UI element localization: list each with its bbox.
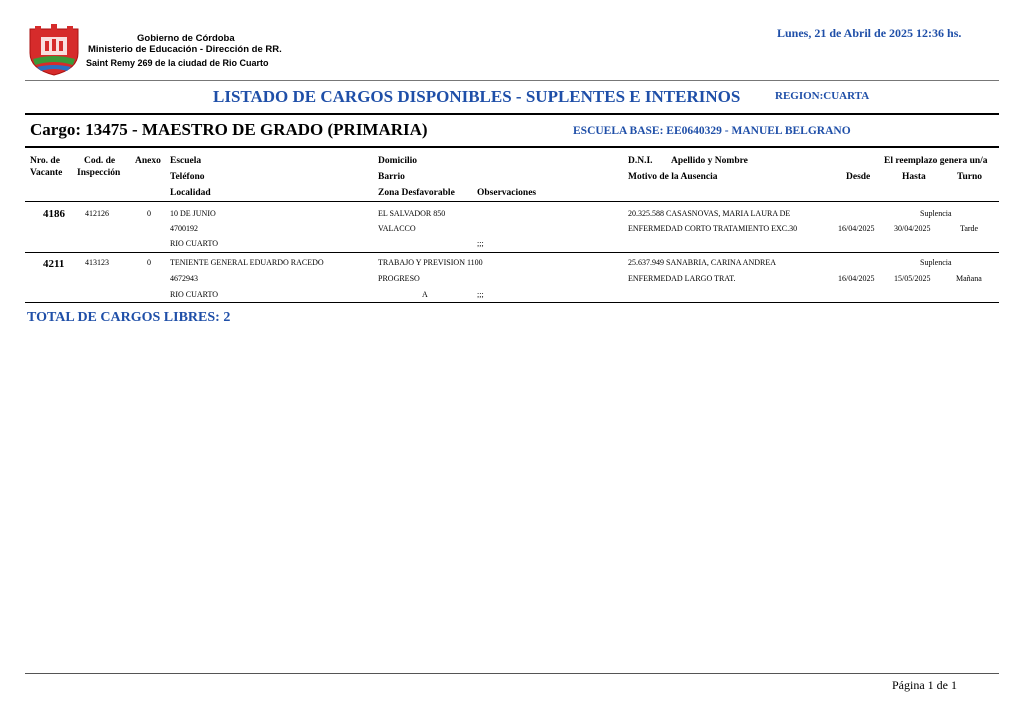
row-nro: 4211 <box>43 258 65 270</box>
escuela-base: ESCUELA BASE: EE0640329 - MANUEL BELGRANO <box>573 125 851 137</box>
row-dni-nombre: 20.325.588 CASASNOVAS, MARIA LAURA DE <box>628 209 791 218</box>
footer-divider <box>25 673 999 674</box>
col-nro-line1: Nro. de <box>30 156 60 166</box>
col-localidad: Localidad <box>170 188 211 198</box>
col-motivo: Motivo de la Ausencia <box>628 172 718 182</box>
row-reemplazo: Suplencia <box>920 258 952 267</box>
row-desde: 16/04/2025 <box>838 274 875 283</box>
table-bottom-divider <box>25 302 999 303</box>
header-divider <box>25 80 999 81</box>
row-cod: 413123 <box>85 258 109 267</box>
col-turno: Turno <box>957 172 982 182</box>
row-reemplazo: Suplencia <box>920 209 952 218</box>
row-barrio: VALACCO <box>378 224 416 233</box>
row-escuela: 10 DE JUNIO <box>170 209 216 218</box>
report-title: LISTADO DE CARGOS DISPONIBLES - SUPLENTES E INTERINOS <box>213 87 741 106</box>
row-motivo: ENFERMEDAD LARGO TRAT. <box>628 274 736 283</box>
col-cod-line1: Cod. de <box>84 156 116 166</box>
row-localidad: RIO CUARTO <box>170 239 219 248</box>
row-observaciones: ;;; <box>477 290 484 299</box>
table-header-divider <box>25 201 999 202</box>
row-telefono: 4700192 <box>170 224 198 233</box>
cargo-label: Cargo: 13475 - MAESTRO DE GRADO (PRIMARIA) <box>30 120 428 139</box>
org-government: Gobierno de Córdoba <box>137 33 235 44</box>
row-dni-nombre: 25.637.949 SANABRIA, CARINA ANDREA <box>628 258 777 267</box>
col-reemplazo: El reemplazo genera un/a <box>884 156 988 166</box>
row-hasta: 30/04/2025 <box>894 224 931 233</box>
row-desde: 16/04/2025 <box>838 224 875 233</box>
col-zona: Zona Desfavorable <box>378 188 455 198</box>
col-apellido: Apellido y Nombre <box>671 156 748 166</box>
col-domicilio: Domicilio <box>378 156 418 166</box>
page-number: Página 1 de 1 <box>892 678 957 692</box>
row-telefono: 4672943 <box>170 274 198 283</box>
row-zona: A <box>422 290 428 299</box>
row-escuela: TENIENTE GENERAL EDUARDO RACEDO <box>170 258 324 267</box>
row-nro: 4186 <box>43 208 65 220</box>
col-anexo: Anexo <box>135 156 161 166</box>
col-escuela: Escuela <box>170 156 202 166</box>
region-label: REGION:CUARTA <box>775 90 870 102</box>
row-domicilio: EL SALVADOR 850 <box>378 209 446 218</box>
row-barrio: PROGRESO <box>378 274 420 283</box>
col-nro-line2: Vacante <box>30 168 63 178</box>
col-telefono: Teléfono <box>170 172 205 182</box>
org-address: Saint Remy 269 de la ciudad de Rio Cuarto <box>86 58 269 68</box>
row-divider <box>25 252 999 253</box>
row-observaciones: ;;; <box>477 239 484 248</box>
col-barrio: Barrio <box>378 172 405 182</box>
col-hasta: Hasta <box>902 172 926 182</box>
col-desde: Desde <box>846 172 871 182</box>
title-divider <box>25 113 999 115</box>
row-motivo: ENFERMEDAD CORTO TRATAMIENTO EXC.30 <box>628 224 798 233</box>
row-domicilio: TRABAJO Y PREVISION 1100 <box>378 258 483 267</box>
col-cod-line2: Inspección <box>77 168 121 178</box>
row-anexo: 0 <box>147 209 151 218</box>
cargo-divider <box>25 146 999 148</box>
total-cargos: TOTAL DE CARGOS LIBRES: 2 <box>27 310 231 325</box>
row-turno: Tarde <box>960 224 979 233</box>
row-anexo: 0 <box>147 258 151 267</box>
report-datetime: Lunes, 21 de Abril de 2025 12:36 hs. <box>777 26 962 40</box>
row-cod: 412126 <box>85 209 109 218</box>
row-turno: Mañana <box>956 274 982 283</box>
col-dni: D.N.I. <box>628 156 653 166</box>
row-localidad: RIO CUARTO <box>170 290 219 299</box>
org-ministry: Ministerio de Educación - Dirección de RR. <box>88 44 282 55</box>
row-hasta: 15/05/2025 <box>894 274 931 283</box>
cordoba-emblem-icon <box>27 23 81 78</box>
col-observaciones: Observaciones <box>477 188 537 198</box>
